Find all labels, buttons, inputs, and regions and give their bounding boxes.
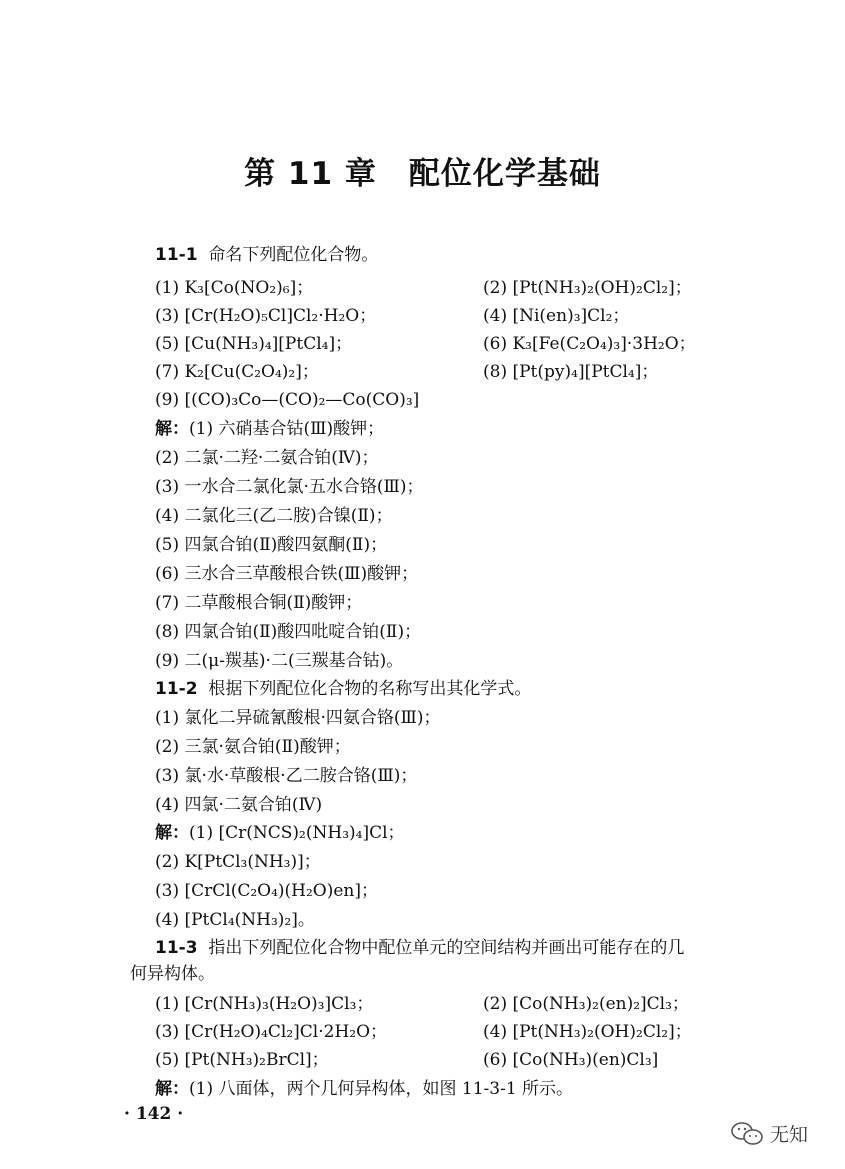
answer-line: (9) 二(μ-羰基)·二(三羰基合钴)。 bbox=[155, 651, 404, 671]
answer-text: (1) 六硝基合钴(Ⅲ)酸钾； bbox=[189, 419, 385, 439]
problem-heading bbox=[155, 678, 531, 700]
chapter-title: 第 11 章 配位化学基础 bbox=[244, 156, 601, 192]
answer-line: (5) 四氯合铂(Ⅱ)酸四氨酮(Ⅱ)； bbox=[155, 535, 388, 555]
item: (5) [Cu(NH₃)₄][PtCl₄]； bbox=[155, 334, 353, 354]
answer-line: (4) [PtCl₄(NH₃)₂]。 bbox=[155, 910, 315, 930]
answer-line: (3) [CrCl(C₂O₄)(H₂O)en]； bbox=[155, 881, 379, 901]
answer-line: (8) 四氯合铂(Ⅱ)酸四吡啶合铂(Ⅱ)； bbox=[155, 622, 422, 642]
answer-line: (6) 三水合三草酸根合铁(Ⅲ)酸钾； bbox=[155, 564, 419, 584]
item: (2) [Pt(NH₃)₂(OH)₂Cl₂]； bbox=[483, 278, 692, 298]
answer-line bbox=[155, 418, 384, 440]
item: (1) K₃[Co(NO₂)₆]； bbox=[155, 278, 314, 298]
answer-line: (2) K[PtCl₃(NH₃)]； bbox=[155, 852, 321, 872]
problem-text: 命名下列配位化合物。 bbox=[208, 245, 379, 265]
item: (1) [Cr(NH₃)₃(H₂O)₃]Cl₃； bbox=[155, 994, 374, 1014]
wechat-icon bbox=[730, 1121, 764, 1147]
item: (7) K₂[Cu(C₂O₄)₂]； bbox=[155, 362, 319, 382]
item: (4) [Pt(NH₃)₂(OH)₂Cl₂]； bbox=[483, 1022, 692, 1042]
answer-label: 解： bbox=[155, 1079, 189, 1099]
answer-line: (7) 二草酸根合铜(Ⅱ)酸钾； bbox=[155, 593, 363, 613]
item: (4) [Ni(en)₃]Cl₂； bbox=[483, 306, 630, 326]
problem-heading bbox=[155, 244, 378, 266]
item: (3) 氯·水·草酸根·乙二胺合铬(Ⅲ)； bbox=[155, 766, 418, 786]
answer-line: (3) 一水合二氯化氯·五水合铬(Ⅲ)； bbox=[155, 477, 424, 497]
watermark-text: 无知 bbox=[770, 1124, 809, 1146]
answer-text: (1) [Cr(NCS)₂(NH₃)₄]Cl； bbox=[189, 823, 405, 843]
answer-label: 解： bbox=[155, 823, 189, 843]
problem-number: 11-2 bbox=[155, 679, 198, 699]
problem-number: 11-3 bbox=[155, 938, 198, 958]
item: (2) 三氯·氨合铂(Ⅱ)酸钾； bbox=[155, 737, 351, 757]
page-number: · 142 · bbox=[124, 1104, 184, 1124]
answer-label: 解： bbox=[155, 419, 189, 439]
problem-number: 11-1 bbox=[155, 245, 198, 265]
item: (2) [Co(NH₃)₂(en)₂]Cl₃； bbox=[483, 994, 689, 1014]
problem-text: 指出下列配位化合物中配位单元的空间结构并画出可能存在的几 bbox=[208, 938, 685, 958]
item: (6) [Co(NH₃)(en)Cl₃] bbox=[483, 1050, 659, 1070]
item: (1) 氯化二异硫氰酸根·四氨合铬(Ⅲ)； bbox=[155, 708, 441, 728]
watermark bbox=[730, 1120, 808, 1147]
item: (3) [Cr(H₂O)₄Cl₂]Cl·2H₂O； bbox=[155, 1022, 388, 1042]
answer-line: (4) 二氯化三(乙二胺)合镍(Ⅱ)； bbox=[155, 506, 393, 526]
item: (5) [Pt(NH₃)₂BrCl]； bbox=[155, 1050, 329, 1070]
answer-text: (1) 八面体，两个几何异构体，如图 11-3-1 所示。 bbox=[189, 1079, 574, 1099]
answer-line bbox=[155, 822, 405, 844]
item: (8) [Pt(py)₄][PtCl₄]； bbox=[483, 362, 659, 382]
item: (6) K₃[Fe(C₂O₄)₃]·3H₂O； bbox=[483, 334, 696, 354]
answer-line bbox=[155, 1078, 573, 1100]
item: (4) 四氯·二氨合铂(Ⅳ) bbox=[155, 795, 323, 815]
problem-text: 根据下列配位化合物的名称写出其化学式。 bbox=[208, 679, 532, 699]
item: (3) [Cr(H₂O)₅Cl]Cl₂·H₂O； bbox=[155, 306, 377, 326]
item: (9) [(CO)₃Co—(CO)₂—Co(CO)₃] bbox=[155, 390, 420, 410]
answer-line: (2) 二氯·二羟·二氨合铂(Ⅳ)； bbox=[155, 448, 379, 468]
problem-text-continued: 何异构体。 bbox=[130, 964, 215, 984]
problem-heading bbox=[155, 937, 684, 959]
